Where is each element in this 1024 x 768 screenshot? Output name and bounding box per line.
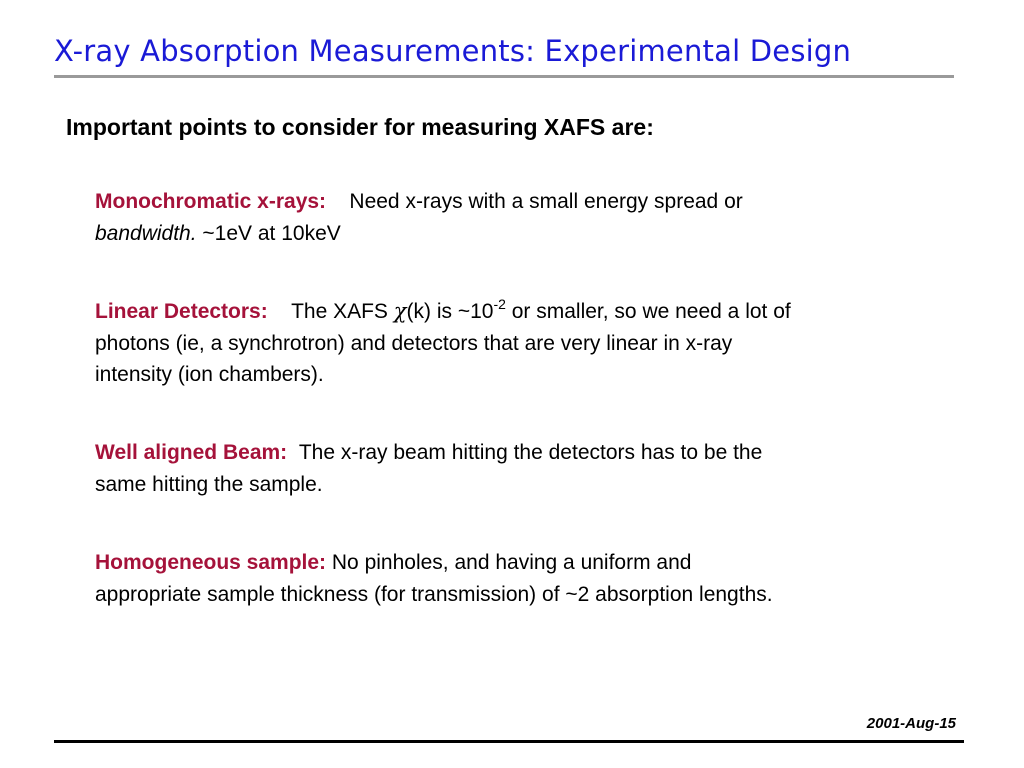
- slide-title: X-ray Absorption Measurements: Experimental Design: [54, 34, 852, 68]
- point-text: ~1eV at 10keV: [196, 221, 341, 245]
- point-homogeneous-sample: [95, 547, 795, 610]
- point-linear-detectors: [95, 296, 795, 391]
- point-label: Linear Detectors:: [95, 300, 268, 323]
- point-monochromatic-xrays: [95, 186, 795, 249]
- point-text: No pinholes, and having a uniform and appropriate sample thickness (for transmission) of ~2 absorption lengths.: [95, 551, 773, 606]
- point-text: (k) is ~10: [406, 300, 494, 323]
- point-label: Monochromatic x-rays:: [95, 190, 327, 213]
- chi-symbol: χ: [393, 299, 407, 323]
- title-divider: [54, 75, 954, 78]
- point-text-emphasis: bandwidth.: [95, 221, 197, 245]
- exponent: -2: [493, 296, 506, 312]
- point-text: or smaller, so we need a lot of photons (ie, a synchrotron) and detectors that are very linear in x-ray intensity (ion chambers).: [95, 300, 791, 386]
- point-label: Well aligned Beam:: [95, 441, 288, 464]
- subtitle: Important points to consider for measuring XAFS are:: [66, 114, 654, 140]
- footer-date: 2001-Aug-15: [866, 715, 956, 732]
- point-well-aligned-beam: [95, 437, 795, 500]
- point-text: Need x-rays with a small energy spread or: [349, 190, 743, 213]
- point-label: Homogeneous sample:: [95, 551, 327, 574]
- footer-divider: [54, 740, 964, 743]
- point-text: The x-ray beam hitting the detectors has to be the same hitting the sample.: [95, 441, 763, 496]
- point-text: The XAFS: [291, 300, 394, 323]
